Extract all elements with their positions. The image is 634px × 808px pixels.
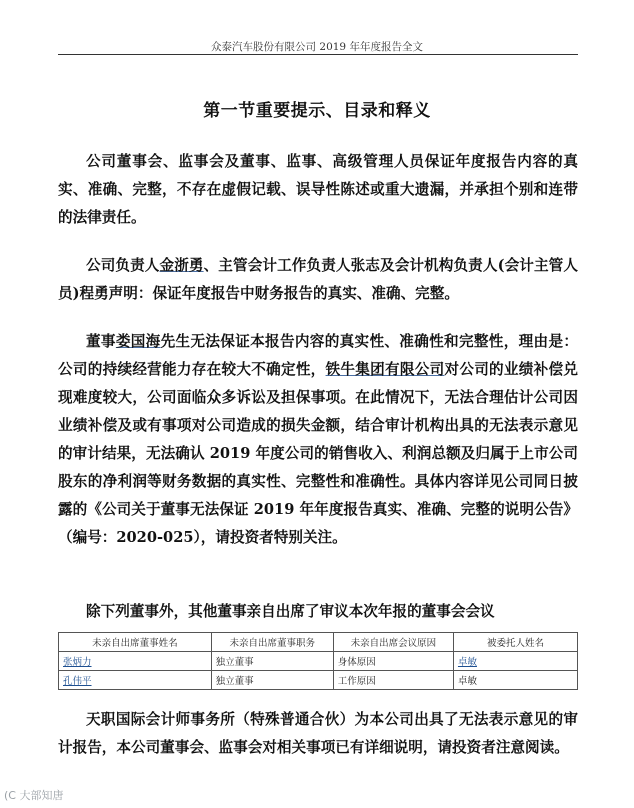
running-header: 众泰汽车股份有限公司 2019 年年度报告全文 [211, 41, 423, 53]
header-divider [58, 54, 578, 55]
paragraph-director-objection [58, 328, 578, 552]
cell-proxy[interactable] [453, 652, 577, 671]
paragraph-board-guarantee: 公司董事会、监事会及董事、监事、高级管理人员保证年度报告内容的真实、准确、完整，不存在虚假记载、误导性陈述或重大遗漏，并承担个别和连带的法律责任。 [58, 153, 578, 226]
p2-text-a: 公司负责人 [86, 257, 160, 274]
header-absent-reason: 未亲自出席会议原因 [333, 633, 453, 652]
director-link[interactable]: 张炳力 [63, 657, 92, 668]
cell-reason: 身体原因 [333, 652, 453, 671]
p2-text-b: 、主管会计工作负责人张志及会计机构负责人(会计主管人员)程勇声明：保证年度报告中财务报告的真实、准确、完整。 [58, 257, 578, 302]
cell-name[interactable] [59, 652, 212, 671]
paragraph-responsible-persons [58, 252, 578, 308]
cell-reason: 工作原因 [333, 671, 453, 690]
table-caption: 除下列董事外，其他董事亲自出席了审议本次年报的董事会会议 [86, 603, 495, 620]
cell-position: 独立董事 [211, 671, 333, 690]
header-proxy-name: 被委托人姓名 [453, 633, 577, 652]
header-absent-name: 未亲自出席董事姓名 [59, 633, 212, 652]
company-name-link[interactable]: 铁牛集团有限公司 [325, 361, 445, 378]
p3-text-c: 对公司的业绩补偿兑现难度较大，公司面临众多诉讼及担保事项。在此情况下，无法合理估计公司因业绩补偿及或有事项对公司造成的损失金额，结合审计机构出具的无法表示意见的审计结果，无法确认 2019 年度公司的销售收入、利润总额及归属于上市公司股东的净利润等财务数据的真实性、完整性和准确性。具体内容详见公司同日披露的《公司关于董事无法保证 2019 年年度报告真实、准确、完整的说明公告》（编号：2020-025），请投资者特别关注。 [58, 361, 578, 546]
section-title: 第一节重要提示、目录和释义 [203, 101, 431, 121]
p3-text-a: 董事 [86, 333, 116, 350]
proxy-link[interactable]: 卓敏 [457, 657, 477, 668]
cell-position: 独立董事 [211, 652, 333, 671]
watermark: (C 大部知唐 [4, 789, 64, 802]
table-row [59, 652, 578, 671]
cell-proxy: 卓敏 [453, 671, 577, 690]
p3-text-b: 先生无法保证本报告内容的真实性、准确性和完整性，理由是：公司的持续经营能力存在较大不确定性， [58, 333, 578, 378]
paragraph-auditor-statement: 天职国际会计师事务所（特殊普通合伙）为本公司出具了无法表示意见的审计报告，本公司董事会、监事会对相关事项已有详细说明，请投资者注意阅读。 [58, 711, 578, 756]
person-name-link[interactable]: 金浙勇 [159, 257, 204, 274]
cell-name[interactable] [59, 671, 212, 690]
table-row [59, 671, 578, 690]
header-absent-position: 未亲自出席董事职务 [211, 633, 333, 652]
director-link[interactable]: 孔伟平 [63, 676, 92, 687]
director-name-link[interactable]: 娄国海 [115, 333, 161, 350]
table-header-row [59, 633, 578, 652]
absent-directors-table [58, 632, 578, 690]
